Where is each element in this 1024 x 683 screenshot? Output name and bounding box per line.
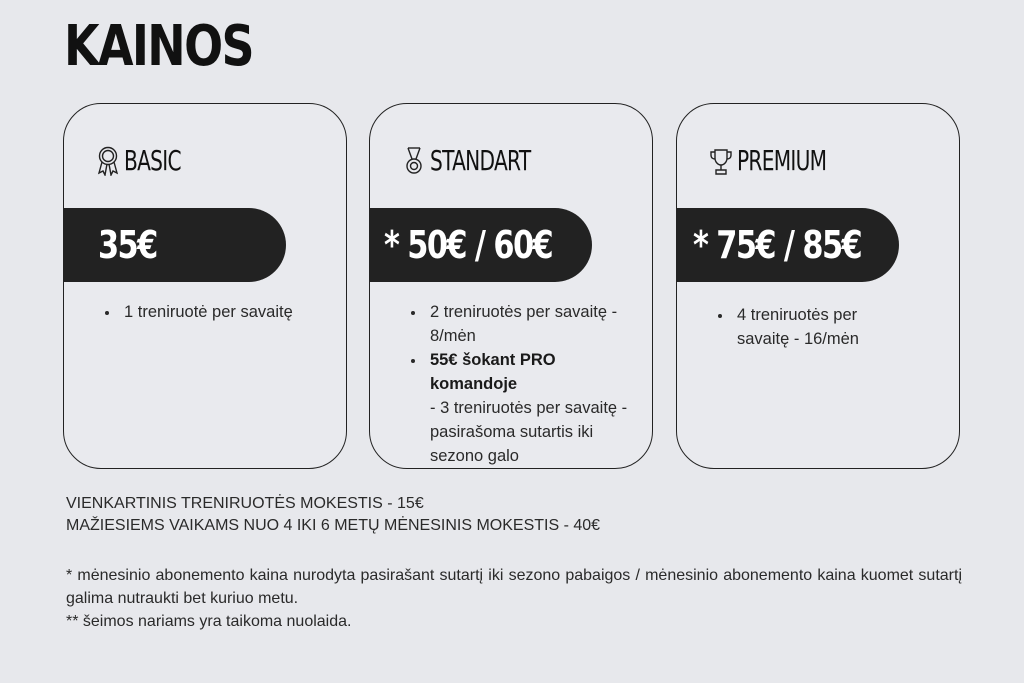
info-line: MAŽIESIEMS VAIKAMS NUO 4 IKI 6 METŲ MĖNESINIS MOKESTIS - 40€ bbox=[66, 517, 601, 534]
pricing-card-basic bbox=[63, 103, 347, 469]
plan-name: BASIC bbox=[124, 144, 181, 177]
pricing-card-standart bbox=[369, 103, 653, 469]
list-item: • 55€ šokant PRO komandoje - 3 treniruotės per savaitę - pasirašoma sutartis iki sezono galo bbox=[426, 348, 634, 468]
fee-info bbox=[66, 493, 600, 537]
price-band bbox=[64, 208, 286, 282]
feature-list bbox=[725, 303, 913, 351]
list-item: • 1 treniruotė per savaitę bbox=[120, 300, 328, 324]
price-band bbox=[370, 208, 592, 282]
card-header bbox=[96, 144, 203, 177]
card-header bbox=[709, 144, 861, 177]
page-title: KAINOS bbox=[64, 14, 253, 79]
plan-price: 35€ bbox=[98, 223, 157, 267]
feature-list bbox=[418, 300, 634, 468]
plan-name: PREMIUM bbox=[737, 144, 827, 177]
footnotes bbox=[66, 564, 962, 633]
trophy-icon bbox=[709, 145, 733, 177]
list-item: • 4 treniruotės per savaitę - 16/mėn bbox=[733, 303, 913, 351]
plan-name: STANDART bbox=[430, 144, 531, 177]
footnote: * mėnesinio abonemento kaina nurodyta pasirašant sutartį iki sezono pabaigos / mėnesinio abonemento kaina kuomet sutartį galima nutraukti bet kuriuo metu. bbox=[66, 567, 962, 607]
pricing-card-premium bbox=[676, 103, 960, 469]
plan-price: * 75€ / 85€ bbox=[693, 223, 862, 267]
footnote: ** šeimos nariams yra taikoma nuolaida. bbox=[66, 613, 352, 630]
info-line: VIENKARTINIS TRENIRUOTĖS MOKESTIS - 15€ bbox=[66, 495, 424, 512]
list-item: • 2 treniruotės per savaitę - 8/mėn bbox=[426, 300, 634, 348]
plan-price: * 50€ / 60€ bbox=[384, 223, 553, 267]
award-ribbon-icon bbox=[96, 145, 120, 177]
card-header bbox=[402, 144, 570, 177]
price-band bbox=[677, 208, 899, 282]
medal-icon bbox=[402, 145, 426, 177]
feature-list bbox=[112, 300, 328, 324]
